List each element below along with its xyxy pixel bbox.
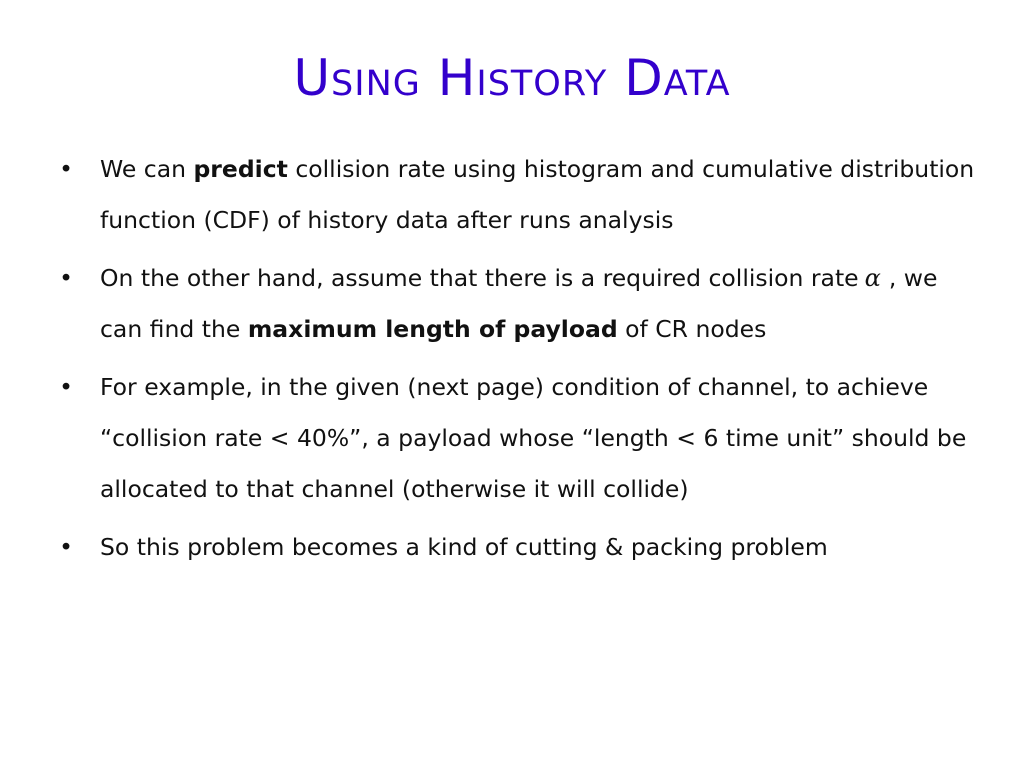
- bullet-text-part: On the other hand, assume that there is a required collision rate: [100, 264, 859, 292]
- bullet-text-part: We can: [100, 155, 194, 183]
- bullet-item-4: [56, 522, 976, 573]
- bullet-text-part: , we can find the: [100, 264, 938, 343]
- bullet-text: So this problem becomes a kind of cutting & packing problem: [100, 533, 828, 561]
- bullet-bold-term: predict: [193, 155, 288, 183]
- bullet-item-3: [56, 362, 976, 515]
- bullet-bold-term: maximum length of payload: [247, 315, 618, 343]
- bullet-text-part: collision rate using histogram and cumulative distribution function (CDF) of history data after runs analysis: [100, 155, 975, 234]
- slide-title: Using History Data: [293, 49, 731, 107]
- bullet-list: [56, 144, 976, 580]
- bullet-text-part: of CR nodes: [617, 315, 767, 343]
- bullet-marker: •: [59, 155, 73, 183]
- bullet-text: [100, 264, 937, 343]
- bullet-text: For example, in the given (next page) condition of channel, to achieve “collision rate < 40%”, a payload whose “length < 6 time unit” should be allocated to that channel (otherwise it will collide): [100, 373, 967, 503]
- bullet-marker: •: [59, 373, 73, 401]
- bullet-marker: •: [59, 533, 73, 561]
- alpha-symbol: α: [864, 264, 881, 292]
- bullet-marker: •: [59, 264, 73, 292]
- bullet-item-1: [56, 144, 976, 246]
- bullet-item-2: [56, 253, 976, 355]
- bullet-text: [100, 155, 974, 234]
